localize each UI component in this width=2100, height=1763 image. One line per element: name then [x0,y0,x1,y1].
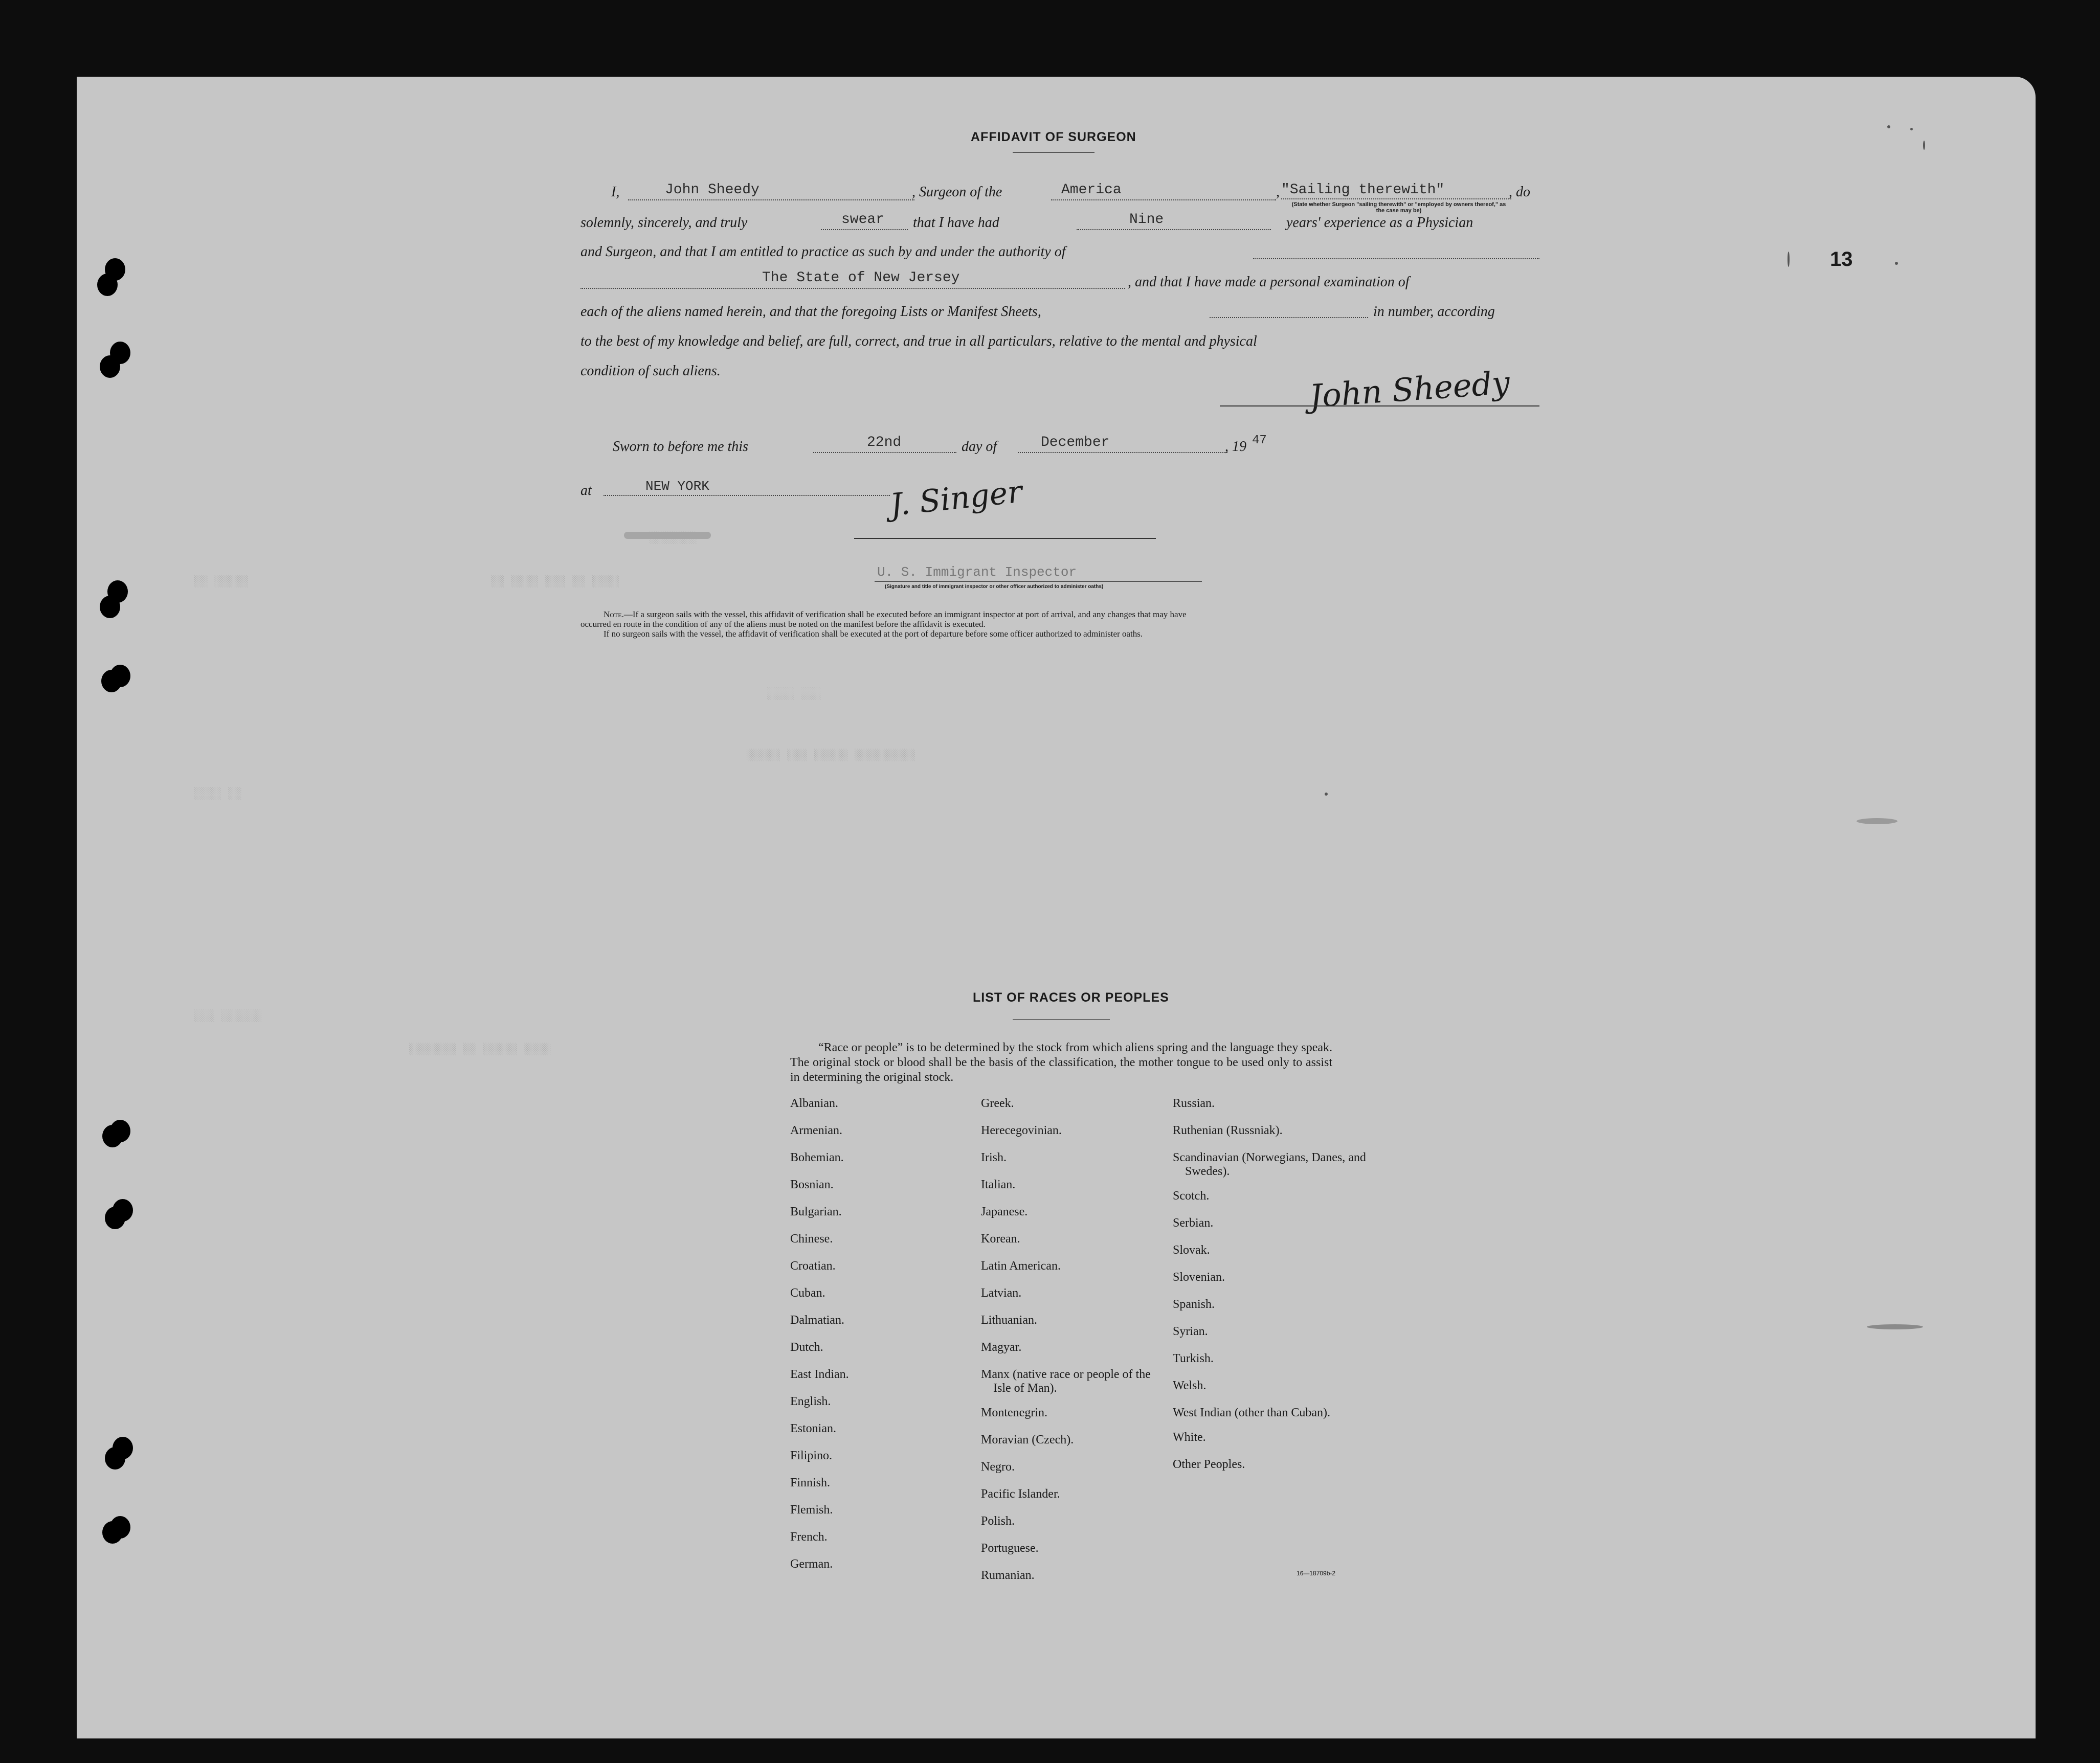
speck [1895,262,1898,265]
races-title: LIST OF RACES OR PEOPLES [973,990,1169,1005]
speck [1325,793,1328,796]
affidavit-line2-suffix: years' experience as a Physician [1286,215,1473,231]
race-item: Japanese. [981,1205,1028,1218]
race-item: German. [790,1557,833,1571]
punch-hole [100,355,120,378]
race-item: Welsh. [1173,1379,1207,1392]
vessel-name-field: America [1061,182,1122,198]
race-item: Slovenian. [1173,1271,1225,1284]
affidavit-line4-suffix: , and that I have made a personal examination of [1128,274,1410,290]
race-item: Serbian. [1173,1216,1214,1230]
race-item: Polish. [981,1515,1015,1528]
race-item: Russian. [1173,1097,1215,1110]
punch-hole [100,596,120,618]
race-item: Montenegrin. [981,1406,1047,1419]
surgeon-status-line [1281,198,1511,199]
race-item: Bosnian. [790,1178,834,1191]
speck [1788,252,1790,267]
sworn-day-line [813,452,956,453]
race-item: Croatian. [790,1259,836,1273]
sworn-year-field: 47 [1252,434,1267,447]
sworn-day-field: 22nd [867,435,902,450]
race-item: Scandinavian (Norwegians, Danes, and Swedes). [1173,1151,1366,1178]
speck [1910,128,1913,130]
race-item: White. [1173,1431,1206,1444]
race-item: Estonian. [790,1422,836,1435]
race-item: Other Peoples. [1173,1458,1245,1471]
affidavit-line5-suffix: in number, according [1373,304,1495,320]
race-item: Rumanian. [981,1569,1035,1582]
inspector-signature-line [854,538,1156,539]
punch-hole [102,1521,123,1544]
race-item: Spanish. [1173,1298,1215,1311]
race-item: Manx (native race or people of the Isle of Man). [981,1368,1151,1395]
race-item: East Indian. [790,1368,849,1381]
affidavit-line1-prefix: I, [611,184,620,200]
race-item: French. [790,1530,828,1544]
authority-line-b [580,288,1125,289]
race-item: Finnish. [790,1476,831,1489]
sworn-prefix: Sworn to before me this [613,439,748,455]
inspector-hint: (Signature and title of immigrant inspector or other officer authorized to administer oaths) [885,584,1104,590]
race-item: Lithuanian. [981,1314,1037,1327]
years-field: Nine [1129,212,1164,228]
sworn-month-line [1018,452,1227,453]
bleed-through-mark: ░░░░░ ░░░ ░░░░░ ░░░░░░░░░ [747,749,916,762]
punch-hole [97,274,118,296]
speck [1923,141,1925,150]
bleed-through-mark: ░░ ░░░░░ [194,575,249,588]
speck [1867,1324,1923,1329]
race-item: Bohemian. [790,1151,844,1164]
speck [1887,125,1890,128]
place-line [604,495,890,496]
vessel-name-line [1051,199,1276,200]
races-column-2 [981,1097,1160,1596]
race-item: West Indian (other than Cuban). [1173,1406,1330,1419]
race-item: Cuban. [790,1286,825,1300]
race-item: Slovak. [1173,1244,1210,1257]
race-item: Albanian. [790,1097,838,1110]
oath-line [821,229,908,230]
sworn-mid: day of [962,439,997,455]
place-field: NEW YORK [645,479,709,494]
race-item: Scotch. [1173,1189,1210,1203]
races-column-3 [1173,1097,1367,1485]
affidavit-line2-mid: that I have had [913,215,999,231]
race-item: Turkish. [1173,1352,1214,1365]
affidavit-title: AFFIDAVIT OF SURGEON [971,130,1136,144]
race-item: Chinese. [790,1232,833,1246]
race-item: Latvian. [981,1286,1022,1300]
punch-hole [105,1207,125,1229]
race-item: Korean. [981,1232,1020,1246]
affidavit-line1-suffix: , do [1509,184,1530,200]
surgeon-signature-line [1220,405,1539,406]
bleed-through-mark: ░░░░░░░ ░░ ░░░░░ ░░░░ [409,1043,551,1056]
sheets-count-line [1210,317,1368,318]
affidavit-line1-mid: , Surgeon of the [912,184,1002,200]
surgeon-signature: John Sheedy [1308,364,1511,415]
sworn-year-prefix: , 19 [1225,439,1246,455]
race-item: Negro. [981,1460,1015,1474]
bleed-through-mark: ░░░░ ░░░ [767,688,821,700]
surgeon-name-line [628,199,914,200]
inspector-signature: J. Singer [888,473,1024,524]
place-prefix: at [580,483,592,499]
affidavit-note [580,609,1542,639]
race-item: Flemish. [790,1503,833,1517]
punch-hole [101,670,122,692]
races-column-1 [790,1097,959,1585]
race-item: Ruthenian (Russniak). [1173,1124,1283,1137]
inspector-title-stamp: U. S. Immigrant Inspector [877,564,1077,580]
race-item: Herecegovinian. [981,1124,1062,1137]
race-item: Filipino. [790,1449,833,1462]
race-item: Dutch. [790,1341,823,1354]
race-item: Magyar. [981,1341,1022,1354]
years-line [1077,229,1271,230]
sheet-number: 13 [1830,248,1853,270]
race-item: Portuguese. [981,1542,1039,1555]
affidavit-line2-prefix: solemnly, sincerely, and truly [580,215,748,231]
bleed-through-mark: ░░░░ ░░ [194,787,242,800]
sworn-month-field: December [1041,435,1110,450]
race-item: Moravian (Czech). [981,1433,1074,1446]
race-item: Irish. [981,1151,1007,1164]
race-item: Latin American. [981,1259,1061,1273]
races-title-underline [1013,1019,1110,1020]
note-line3: If no surgeon sails with the vessel, the affidavit of verification shall be executed at the port of departure before some officer authorized to administer oaths. [604,629,1143,639]
note-label: Note. [604,609,624,619]
affidavit-line1-comma: , [1276,184,1280,200]
bleed-through-mark: ░░░ ░░░░░░ [194,1010,262,1023]
affidavit-line6: to the best of my knowledge and belief, are full, correct, and true in all particulars, relative to the mental and physical [580,333,1257,349]
punch-hole [105,1447,125,1470]
form-code: 16—18709b-2 [1297,1570,1336,1577]
affidavit-line5-prefix: each of the aliens named herein, and that the foregoing Lists or Manifest Sheets, [580,304,1041,320]
speck [1857,818,1897,824]
race-item: Greek. [981,1097,1014,1110]
surgeon-status-hint: (State whether Surgeon "sailing therewith" or "employed by owners thereof," as the case may be) [1291,201,1506,214]
stamp-smudge [624,532,711,539]
punch-hole [102,1125,123,1147]
surgeon-status-field: "Sailing therewith" [1281,182,1445,198]
race-item: Pacific Islander. [981,1487,1060,1501]
race-item: Dalmatian. [790,1314,844,1327]
race-item: Bulgarian. [790,1205,842,1218]
race-item: English. [790,1395,831,1408]
oath-field: swear [841,212,885,228]
race-item: Syrian. [1173,1325,1208,1338]
title-underline [1013,152,1094,153]
bleed-through-mark: ░░ ░░░░ ░░░ ░░ ░░░░ [491,575,619,588]
inspector-title-line [875,581,1202,582]
races-intro: “Race or people” is to be determined by the stock from which aliens spring and the language they speak. The original stock or blood shall be the basis of the classification, the mother tongue to be used only to assist in determining the original stock. [790,1041,1332,1084]
affidavit-line7: condition of such aliens. [580,363,721,379]
authority-line-a [1253,258,1539,259]
race-item: Italian. [981,1178,1016,1191]
note-line2: occurred en route in the condition of any of the aliens must be noted on the manifest before the affidavit is executed. [580,619,986,629]
note-line1: Note.—If a surgeon sails with the vessel, this affidavit of verification shall be executed before an immigrant inspector at port of arrival, and any changes that may have [580,609,1542,619]
authority-field: The State of New Jersey [762,270,960,286]
affidavit-line3: and Surgeon, and that I am entitled to practice as such by and under the authority of [580,244,1066,260]
surgeon-name-field: John Sheedy [665,182,759,198]
race-item: Armenian. [790,1124,842,1137]
